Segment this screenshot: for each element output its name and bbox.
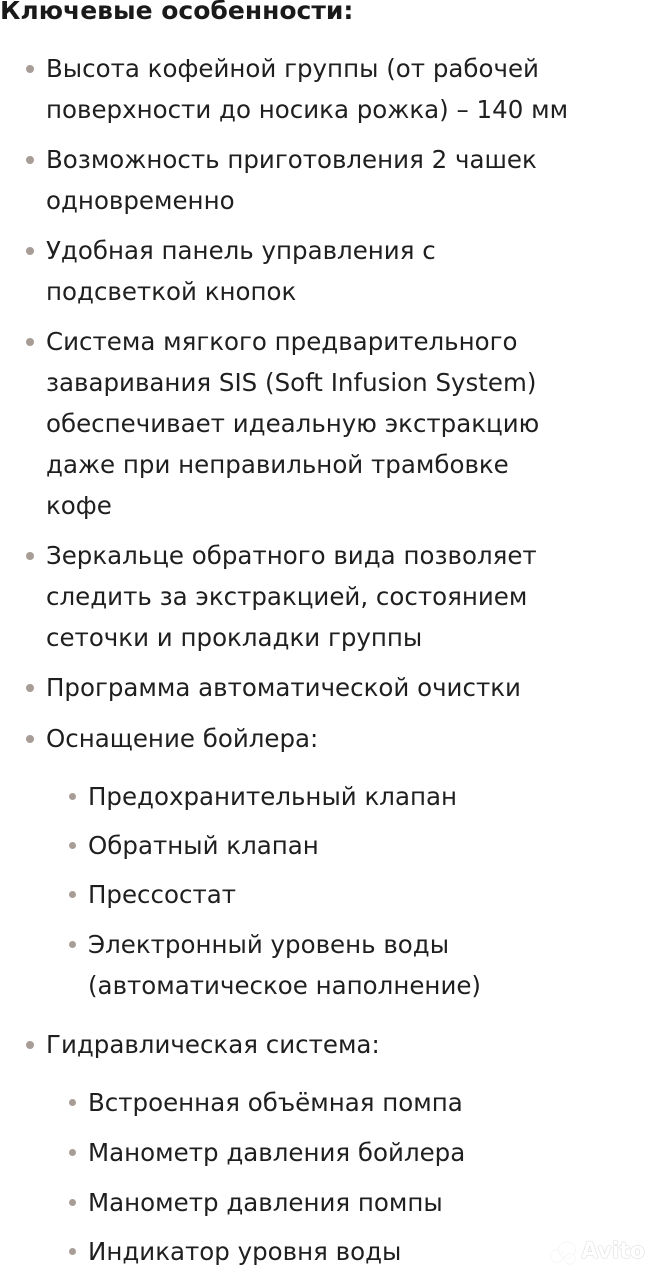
sub-item-text-line: Прессостат (88, 880, 237, 909)
sub-item-text-line: Предохранительный клапан (88, 782, 458, 811)
sub-item-text-line: Обратный клапан (88, 831, 319, 860)
bullet-icon (69, 793, 76, 800)
feature-text-line: Гидравлическая система: (46, 1030, 380, 1059)
sub-item-text-line: (автоматическое наполнение) (88, 971, 481, 1000)
feature-text-line: Система мягкого предварительного (46, 327, 518, 356)
bullet-icon (26, 156, 34, 164)
bullet-icon (69, 1199, 76, 1206)
boiler-sub-item (88, 776, 648, 817)
feature-item-hydraulic (46, 1024, 646, 1065)
feature-text-line: одновременно (46, 186, 235, 215)
feature-text-line: даже при неправильной трамбовке (46, 450, 509, 479)
feature-text-line: Оснащение бойлера: (46, 724, 319, 753)
feature-item (46, 48, 646, 130)
avito-watermark-text: Avito (581, 1239, 645, 1264)
feature-text-line: заваривания SIS (Soft Infusion System) (46, 368, 537, 397)
bullet-icon (69, 842, 76, 849)
hydraulic-sub-item (88, 1132, 648, 1173)
feature-text-line: поверхности до носика рожка) – 140 мм (46, 95, 569, 124)
key-features-heading: Ключевые особенности: (0, 0, 354, 25)
bullet-icon (26, 338, 34, 346)
feature-text-line: сеточки и прокладки группы (46, 623, 423, 652)
bullet-icon (26, 552, 34, 560)
boiler-sub-item (88, 924, 648, 1006)
feature-text-line: подсветкой кнопок (46, 277, 297, 306)
bullet-icon (26, 247, 34, 255)
boiler-sub-item (88, 825, 648, 866)
feature-text-line: Программа автоматической очистки (46, 673, 521, 702)
avito-watermark (551, 1239, 645, 1264)
sub-item-text-line: Манометр давления бойлера (88, 1138, 466, 1167)
sub-item-text-line: Индикатор уровня воды (88, 1237, 402, 1266)
sub-item-text-line: Электронный уровень воды (88, 930, 450, 959)
feature-text-line: Удобная панель управления с (46, 236, 436, 265)
bullet-icon (26, 65, 34, 73)
feature-text-line: Зеркальце обратного вида позволяет (46, 541, 537, 570)
bullet-icon (69, 1149, 76, 1156)
bullet-icon (26, 684, 34, 692)
feature-text-line: обеспечивает идеальную экстракцию (46, 409, 540, 438)
feature-text-line: Возможность приготовления 2 чашек (46, 145, 537, 174)
feature-item (46, 667, 646, 708)
feature-text-line: Высота кофейной группы (от рабочей (46, 54, 539, 83)
boiler-sub-item (88, 874, 648, 915)
feature-item (46, 535, 646, 658)
avito-logo-icon (551, 1242, 577, 1262)
feature-item (46, 230, 646, 312)
bullet-icon (69, 941, 76, 948)
feature-item-boiler (46, 718, 646, 759)
hydraulic-sub-item (88, 1082, 648, 1123)
hydraulic-sub-item (88, 1182, 648, 1223)
bullet-icon (69, 1248, 76, 1255)
sub-item-text-line: Манометр давления помпы (88, 1188, 443, 1217)
bullet-icon (69, 1099, 76, 1106)
bullet-icon (26, 1041, 34, 1049)
bullet-icon (69, 891, 76, 898)
feature-item (46, 321, 646, 526)
feature-text-line: следить за экстракцией, состоянием (46, 582, 528, 611)
sub-item-text-line: Встроенная объёмная помпа (88, 1088, 463, 1117)
feature-item (46, 139, 646, 221)
feature-text-line: кофе (46, 491, 112, 520)
bullet-icon (26, 735, 34, 743)
